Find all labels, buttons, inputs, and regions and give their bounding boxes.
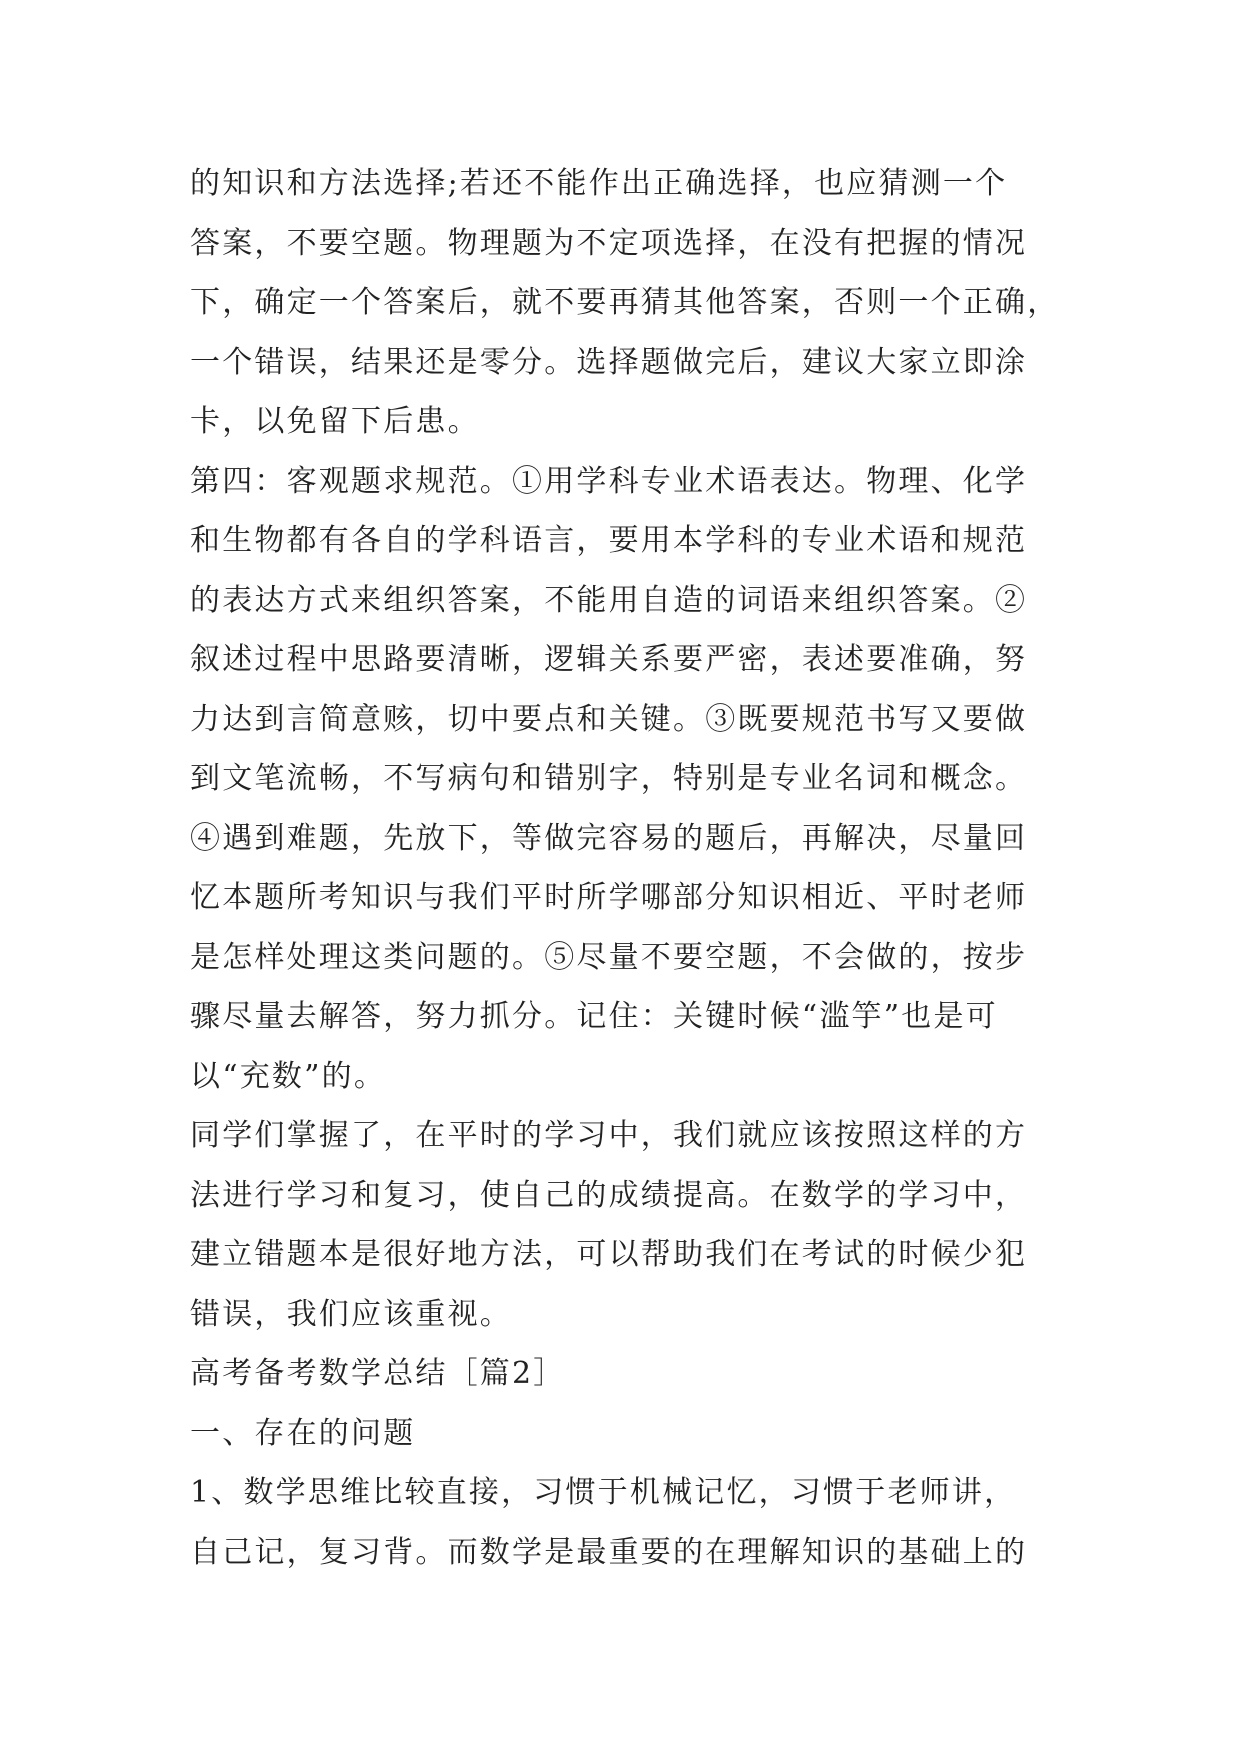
text-line: 以“充数”的。 <box>190 1058 387 1094</box>
text-line: 骤尽量去解答，努力抓分。记住：关键时候“滥竽”也是可 <box>190 999 998 1034</box>
text-line: 自己记，复习背。而数学是最重要的在理解知识的基础上的 <box>190 1534 1028 1570</box>
subsection-heading: 一、存在的问题 <box>190 1415 416 1451</box>
text-line: 叙述过程中思路要清晰，逻辑关系要严密，表述要准确，努 <box>190 642 1028 677</box>
document-body <box>190 154 1070 1582</box>
text-line: 建立错题本是很好地方法，可以帮助我们在考试的时候少犯 <box>190 1237 1028 1272</box>
text-line: 一个错误，结果还是零分。选择题做完后，建议大家立即涂 <box>190 344 1028 380</box>
text-line: 同学们掌握了，在平时的学习中，我们就应该按照这样的方 <box>190 1118 1028 1153</box>
text-line: 错误，我们应该重视。 <box>190 1296 512 1332</box>
text-line: 卡，以免留下后患。 <box>190 404 480 439</box>
text-line: 1、数学思维比较直接，习惯于机械记忆，习惯于老师讲， <box>190 1475 1017 1510</box>
text-line: 和生物都有各自的学科语言，要用本学科的专业术语和规范 <box>190 523 1028 558</box>
text-line: 是怎样处理这类问题的。⑤尽量不要空题，不会做的，按步 <box>190 939 1028 975</box>
text-line: 的知识和方法选择;若还不能作出正确选择，也应猜测一个 <box>190 166 1008 201</box>
text-line: 答案，不要空题。物理题为不定项选择，在没有把握的情况 <box>190 225 1028 261</box>
text-line: 下，确定一个答案后，就不要再猜其他答案，否则一个正确， <box>190 285 1060 320</box>
text-line: 的表达方式来组织答案，不能用自造的词语来组织答案。② <box>190 582 1028 618</box>
text-line: 第四：客观题求规范。①用学科专业术语表达。物理、化学 <box>190 463 1028 499</box>
text-line: 忆本题所考知识与我们平时所学哪部分知识相近、平时老师 <box>190 880 1028 915</box>
text-line: 到文笔流畅，不写病句和错别字，特别是专业名词和概念。 <box>190 761 1028 796</box>
text-line: ④遇到难题，先放下，等做完容易的题后，再解决，尽量回 <box>190 820 1028 856</box>
section-heading: 高考备考数学总结［篇2］ <box>190 1356 566 1391</box>
text-line: 力达到言简意赅，切中要点和关键。③既要规范书写又要做 <box>190 701 1028 737</box>
text-line: 法进行学习和复习，使自己的成绩提高。在数学的学习中， <box>190 1177 1028 1213</box>
